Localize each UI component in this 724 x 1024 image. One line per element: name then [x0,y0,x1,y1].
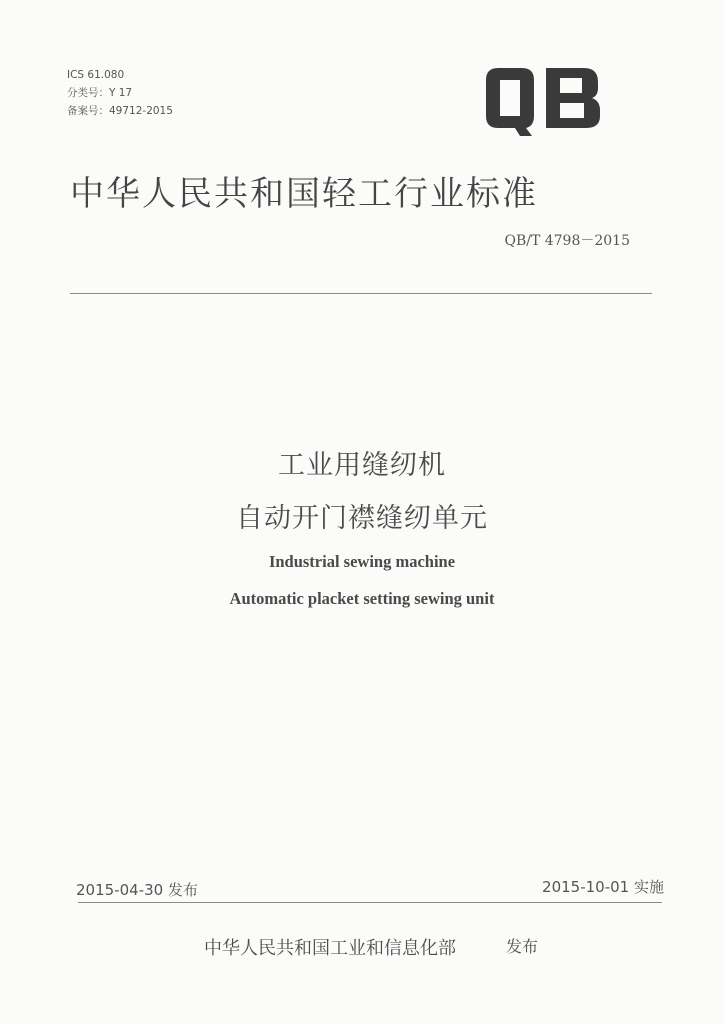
ics-code: ICS 61.080 [67,69,125,81]
document-title-en-line1: Industrial sewing machine [268,552,456,571]
standard-category-title: 中华人民共和国轻工行业标准 [70,174,538,214]
qb-logo [480,64,606,140]
issue-date: 2015-04-30 发布 [76,881,198,899]
document-title-cn-line2: 自动开门襟缝纫单元 [236,503,488,534]
publisher-name: 中华人民共和国工业和信息化部 [204,938,456,959]
metadata-block [67,66,173,120]
standard-number: QB/T 4798－2015 [504,233,630,249]
registration-number: 备案号：49712-2015 [67,105,173,117]
qb-logo-b [546,68,600,128]
document-title-cn-line1: 工业用缝纫机 [278,450,446,481]
implementation-date: 2015-10-01 实施 [542,878,664,896]
publisher-action: 发布 [506,937,539,956]
document-title-en-line2: Automatic placket setting sewing unit [229,589,495,608]
header-divider [70,293,652,294]
qb-logo-q [486,68,534,136]
footer-divider [78,902,662,903]
classification-number: 分类号：Y 17 [67,87,133,99]
